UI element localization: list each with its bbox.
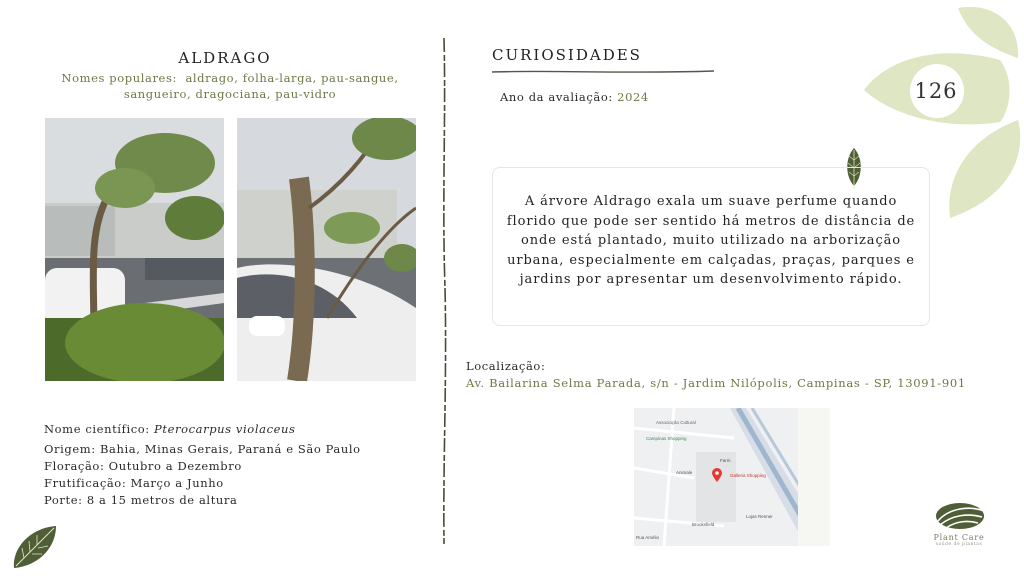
vertical-divider	[440, 38, 448, 544]
popular-names-value: aldrago, folha-larga, pau-sangue, sangueiro, dragociana, pau-vidro	[123, 71, 399, 101]
logo-tagline: saúde de plantas	[935, 542, 983, 547]
location-address: Av. Bailarina Selma Parada, s/n - Jardim Nilópolis, Campinas - SP, 13091-901	[466, 376, 966, 390]
scientific-name-value: Pterocarpus violaceus	[154, 422, 296, 436]
evaluation-year	[500, 90, 649, 104]
logo-name: Plant Care	[933, 533, 985, 542]
map-label-3: Farm	[720, 458, 731, 463]
scientific-name	[44, 421, 361, 438]
evaluation-year-value: 2024	[617, 90, 649, 104]
tree-photo-1	[45, 118, 224, 381]
map-label-5: Animale	[676, 470, 693, 475]
map-label-8: Rua Amélio	[636, 535, 660, 540]
flowering: Floração: Outubro a Dezembro	[44, 459, 242, 473]
curiosity-text: A árvore Aldrago exala um suave perfume quando florido que pode ser sentido há metros de distância de onde está plantado, muito utilizado na arborização urbana, especialmente em calçadas, praças, parques e jardins por apresentar um desenvolvimento rápido.	[506, 194, 916, 287]
map-label-4: Galleria Shopping	[730, 473, 766, 478]
plant-care-logo	[934, 499, 986, 531]
plant-facts	[44, 421, 361, 509]
map-label-6: Lojas Renner	[746, 514, 773, 519]
size: Porte: 8 a 15 metros de altura	[44, 493, 238, 507]
map-label-1: Associação Cultural	[656, 420, 696, 425]
page-number: 126	[914, 79, 958, 103]
origin: Origem: Bahia, Minas Gerais, Paraná e São Paulo	[44, 442, 361, 456]
plant-name-title: ALDRAGO	[178, 49, 272, 67]
tree-photo-2	[237, 118, 416, 381]
popular-names-label: Nomes populares:	[61, 71, 177, 85]
scientific-name-label: Nome científico:	[44, 422, 150, 436]
map-label-2: Campinas Shopping	[646, 436, 687, 441]
leaf-icon	[10, 524, 60, 570]
title-underline	[492, 69, 714, 75]
curiosities-title: CURIOSIDADES	[492, 46, 642, 64]
location-map[interactable]	[634, 408, 830, 546]
map-pin-icon	[712, 468, 722, 482]
fruiting: Frutificação: Março a Junho	[44, 476, 224, 490]
popular-names	[40, 70, 420, 102]
map-label-7: Brooksfield	[692, 522, 715, 527]
evaluation-year-label: Ano da avaliação:	[500, 90, 613, 104]
location-label: Localização:	[466, 359, 546, 373]
curiosity-box	[492, 167, 930, 326]
